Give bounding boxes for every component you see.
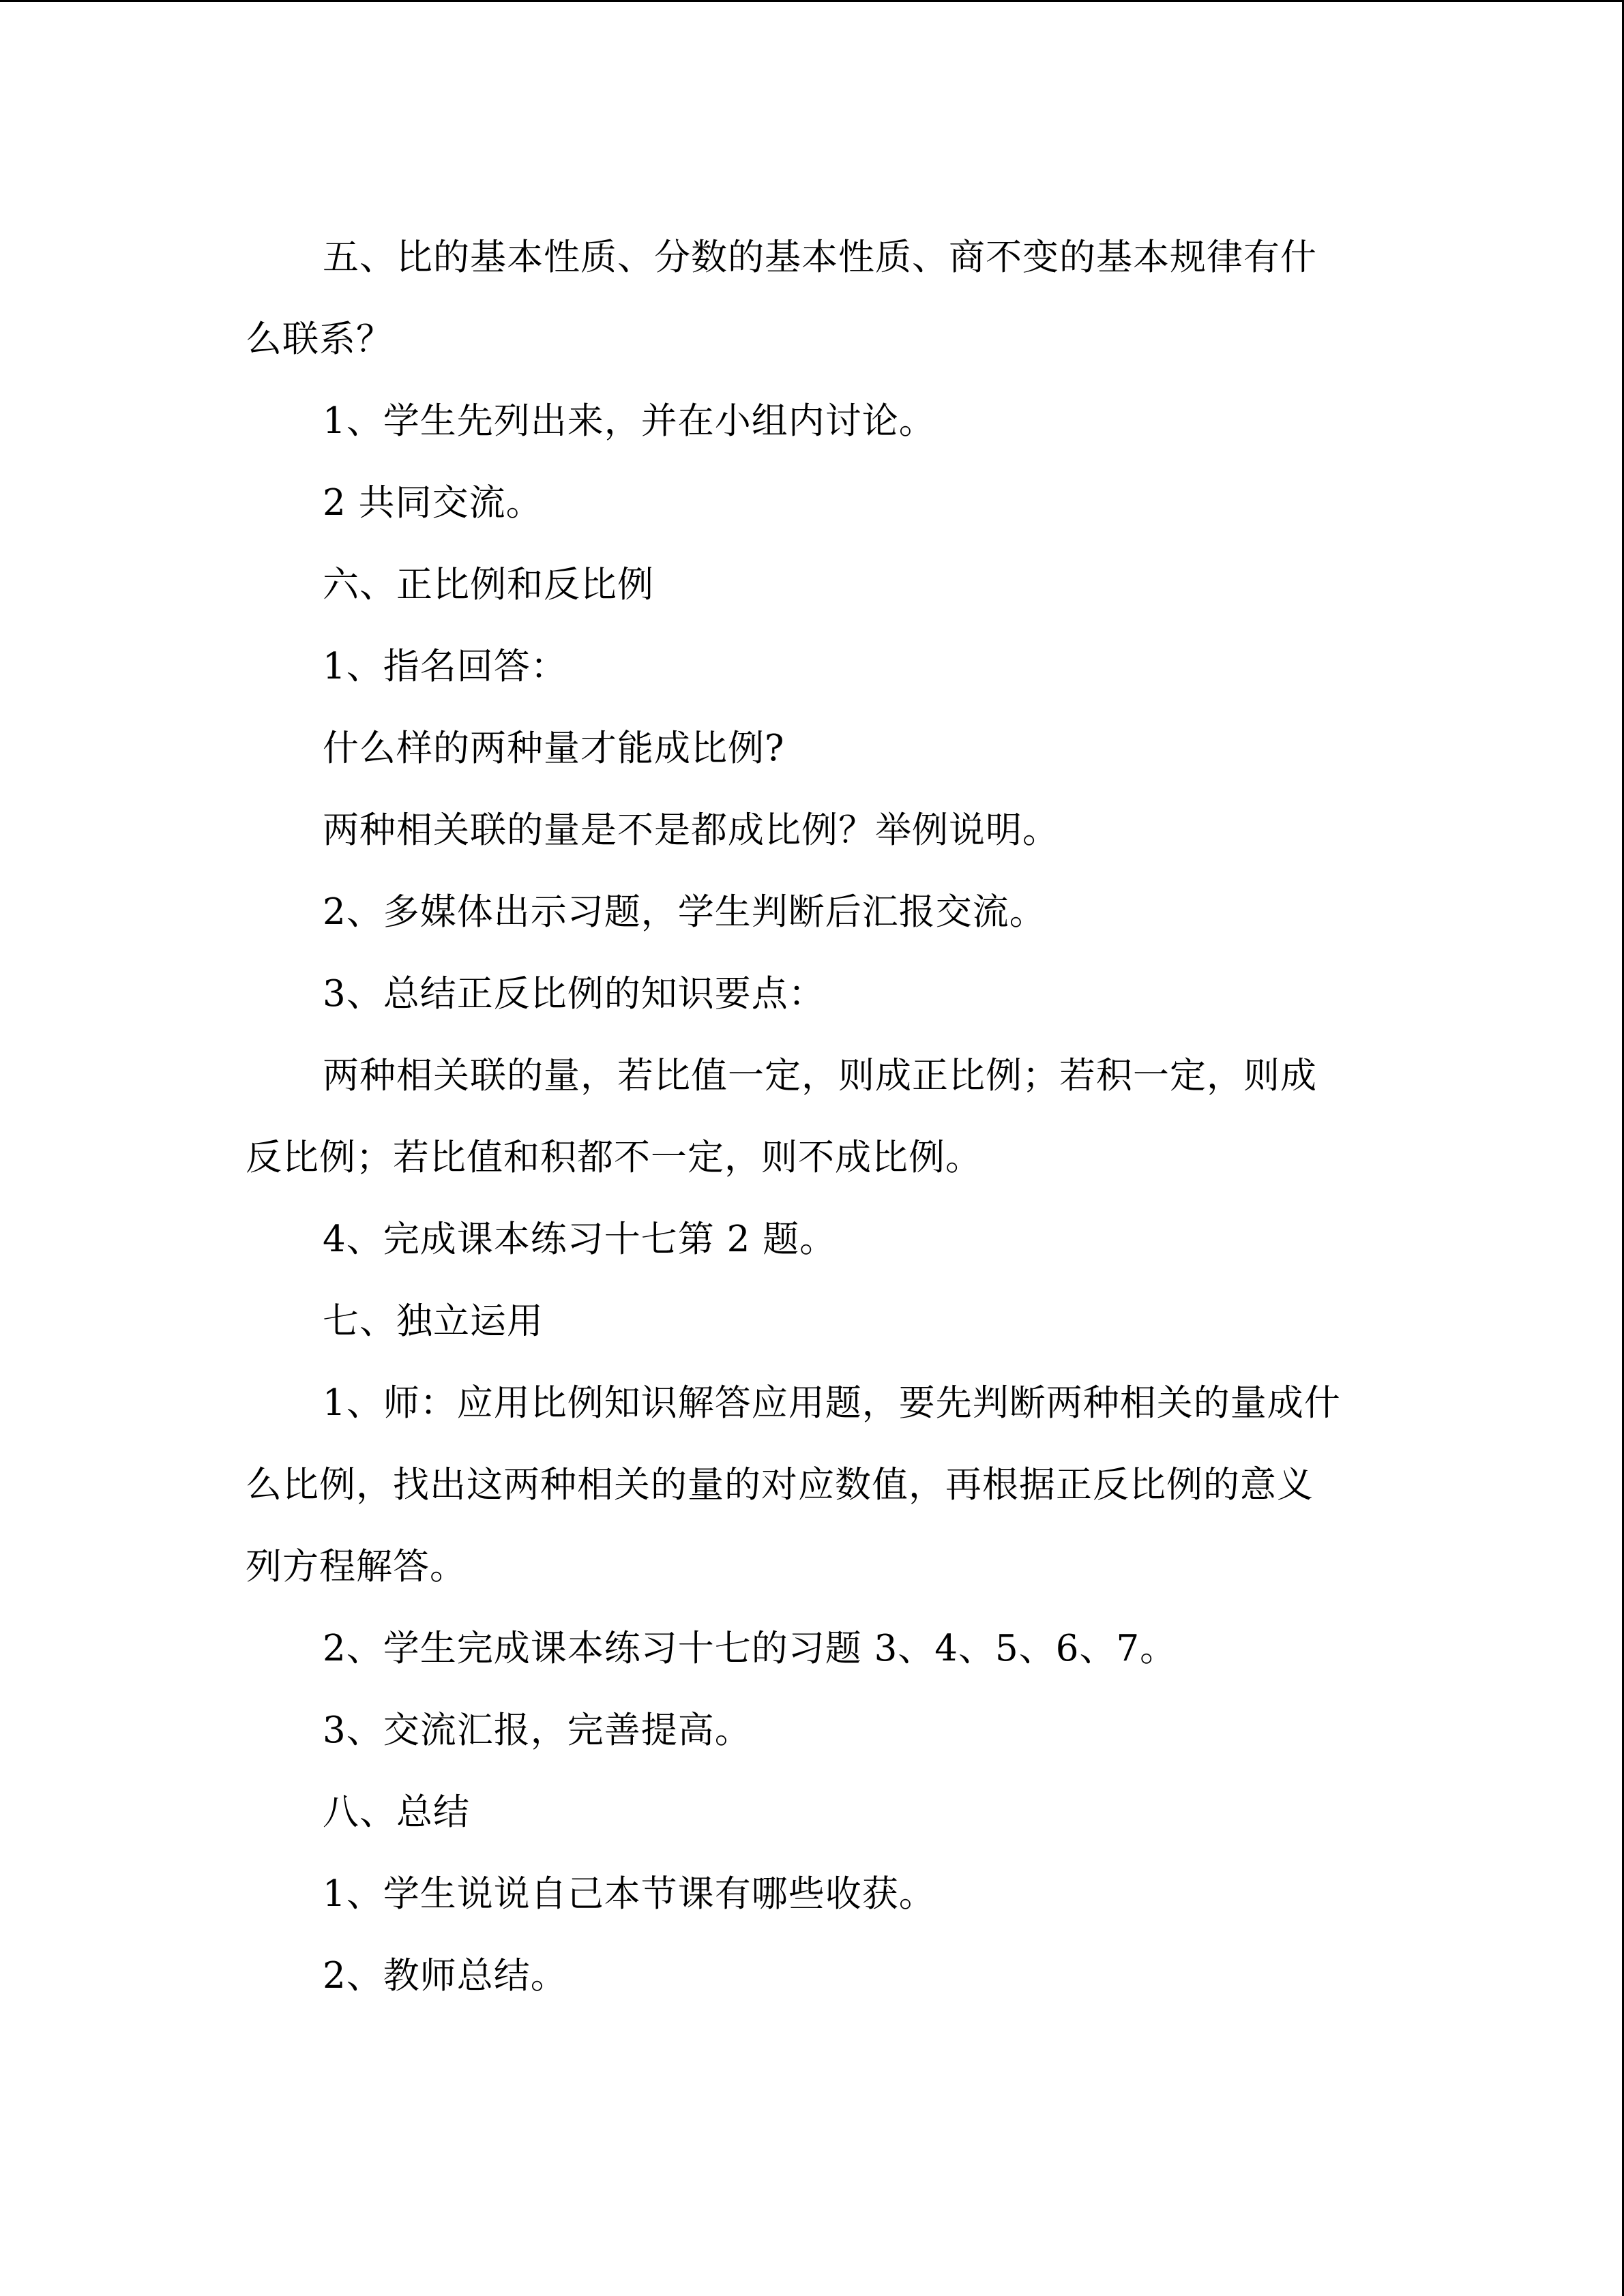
paragraph: 1、师：应用比例知识解答应用题，要先判断两种相关的量成什 [323, 1382, 1341, 1424]
paragraph: 2、教师总结。 [323, 1955, 567, 1997]
paragraph-continuation: 反比例；若比值和积都不一定，则不成比例。 [246, 1137, 982, 1178]
paragraph: 2、多媒体出示习题，学生判断后汇报交流。 [323, 891, 1046, 933]
paragraph: 两种相关联的量，若比值一定，则成正比例；若积一定，则成 [323, 1055, 1317, 1097]
section-heading: 八、总结 [323, 1791, 470, 1833]
paragraph-continuation: 么比例，找出这两种相关的量的对应数值，再根据正反比例的意义 [246, 1464, 1314, 1506]
paragraph: 五、比的基本性质、分数的基本性质、商不变的基本规律有什 [323, 237, 1317, 278]
paragraph: 1、学生说说自己本节课有哪些收获。 [323, 1873, 936, 1915]
paragraph: 2 共同交流。 [323, 482, 543, 524]
section-heading: 七、独立运用 [323, 1300, 544, 1342]
paragraph: 4、完成课本练习十七第 2 题。 [323, 1219, 837, 1260]
paragraph: 两种相关联的量是不是都成比例？举例说明。 [323, 809, 1059, 851]
section-heading: 六、正比例和反比例 [323, 564, 654, 606]
paragraph: 1、指名回答： [323, 646, 567, 687]
paragraph: 什么样的两种量才能成比例? [323, 728, 785, 769]
paragraph: 3、交流汇报，完善提高。 [323, 1710, 752, 1751]
paragraph: 3、总结正反比例的知识要点： [323, 973, 825, 1015]
paragraph: 2、学生完成课本练习十七的习题 3、4、5、6、7。 [323, 1628, 1177, 1669]
paragraph-continuation: 列方程解答。 [246, 1546, 467, 1587]
paragraph-continuation: 么联系？ [246, 318, 393, 360]
document-body [246, 217, 1378, 2017]
paragraph: 1、学生先列出来，并在小组内讨论。 [323, 400, 936, 442]
